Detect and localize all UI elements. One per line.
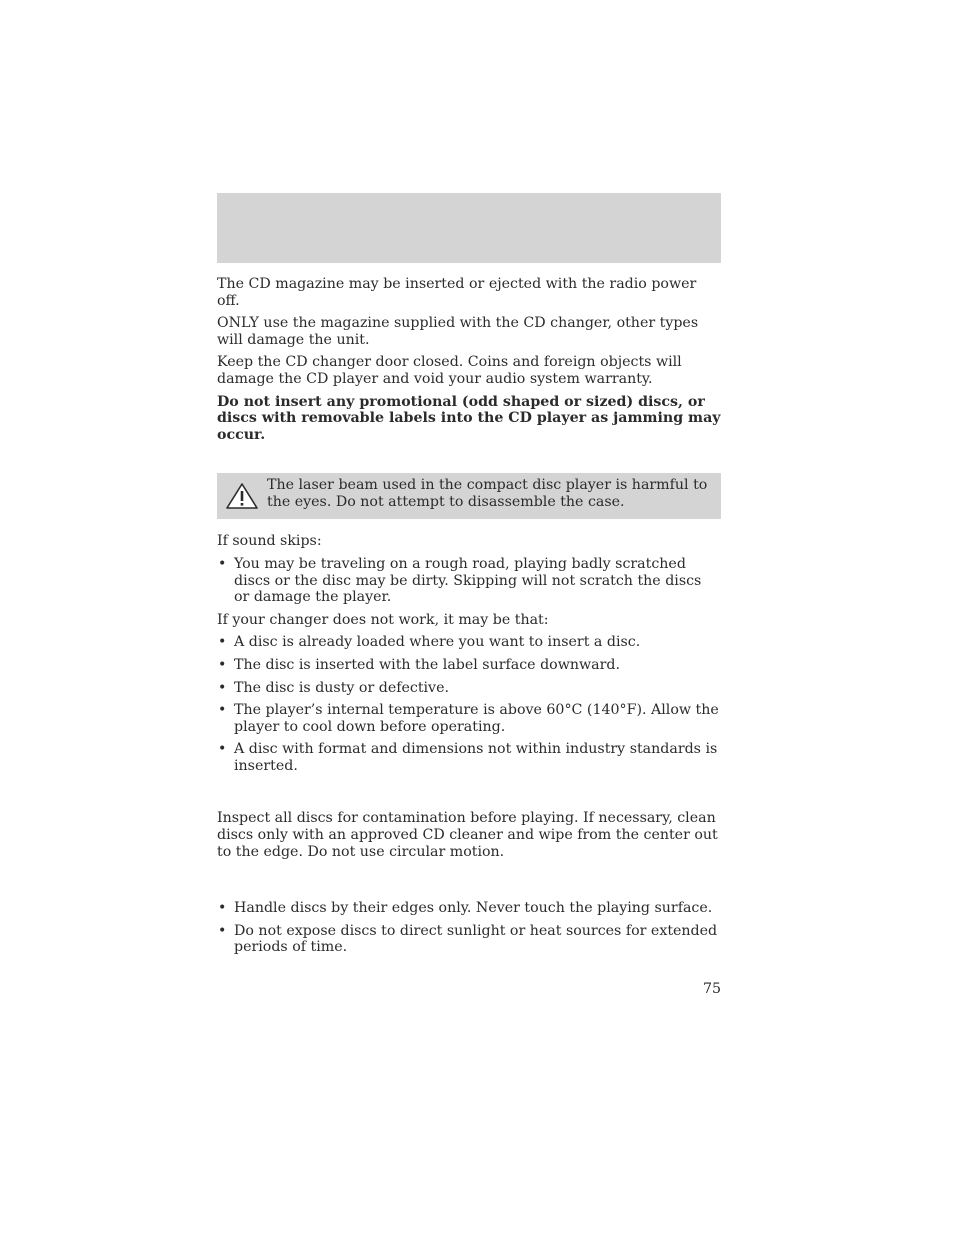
paragraph-magazine-power: The CD magazine may be inserted or ejected with the radio power off. bbox=[217, 276, 697, 309]
bullet: • bbox=[218, 702, 227, 719]
bullet: • bbox=[218, 741, 227, 758]
list-item-text: The disc is dusty or defective. bbox=[234, 679, 449, 696]
handling-list bbox=[217, 900, 721, 956]
warning-text: The laser beam used in the compact disc player is harmful to the eyes. Do not attempt to disassemble the case. bbox=[267, 477, 708, 510]
list-item bbox=[217, 702, 721, 735]
list-item-text: A disc is already loaded where you want to insert a disc. bbox=[234, 634, 641, 651]
changer-intro: If your changer does not work, it may be that: bbox=[217, 611, 549, 628]
section-spacer bbox=[217, 866, 721, 900]
paragraph-magazine-only: ONLY use the magazine supplied with the CD changer, other types will damage the unit. bbox=[217, 315, 699, 348]
list-item bbox=[217, 680, 721, 697]
list-item-text: You may be traveling on a rough road, playing badly scratched discs or the disc may be dirty. Skipping will not scratch the discs or damage the player. bbox=[234, 555, 702, 606]
list-item bbox=[217, 923, 721, 956]
list-item-text: A disc with format and dimensions not within industry standards is inserted. bbox=[234, 741, 718, 774]
page-content bbox=[217, 276, 721, 962]
bullet: • bbox=[218, 634, 227, 651]
bullet: • bbox=[218, 555, 227, 572]
list-item-text: Do not expose discs to direct sunlight or heat sources for extended periods of time. bbox=[234, 922, 718, 956]
sound-skips-intro: If sound skips: bbox=[217, 533, 322, 550]
bullet: • bbox=[218, 922, 227, 939]
section-header-band bbox=[217, 193, 721, 263]
bullet: • bbox=[218, 679, 227, 696]
bullet: • bbox=[218, 656, 227, 673]
sound-skips-list bbox=[217, 556, 721, 606]
warning-triangle-icon bbox=[225, 482, 259, 510]
list-item bbox=[217, 657, 721, 674]
list-item bbox=[217, 556, 721, 606]
list-item-text: The disc is inserted with the label surface downward. bbox=[234, 656, 620, 673]
changer-list bbox=[217, 634, 721, 774]
section-spacer bbox=[217, 780, 721, 810]
list-item bbox=[217, 634, 721, 651]
list-item bbox=[217, 741, 721, 774]
bullet: • bbox=[218, 900, 227, 917]
paragraph-door-closed: Keep the CD changer door closed. Coins and foreign objects will damage the CD player and void your audio system warranty. bbox=[217, 354, 682, 387]
list-item bbox=[217, 900, 721, 917]
laser-warning-box bbox=[217, 473, 721, 519]
page-number: 75 bbox=[702, 981, 721, 997]
paragraph-cleaning: Inspect all discs for contamination before playing. If necessary, clean discs only with an approved CD cleaner and wipe from the center out to the edge. Do not use circular motion. bbox=[217, 810, 718, 860]
list-item-text: The player’s internal temperature is above 60°C (140°F). Allow the player to cool down before operating. bbox=[234, 702, 719, 735]
paragraph-promotional-discs-warning: Do not insert any promotional (odd shaped or sized) discs, or discs with removable labels into the CD player as jamming may occur. bbox=[217, 393, 721, 443]
list-item-text: Handle discs by their edges only. Never touch the playing surface. bbox=[234, 900, 713, 917]
